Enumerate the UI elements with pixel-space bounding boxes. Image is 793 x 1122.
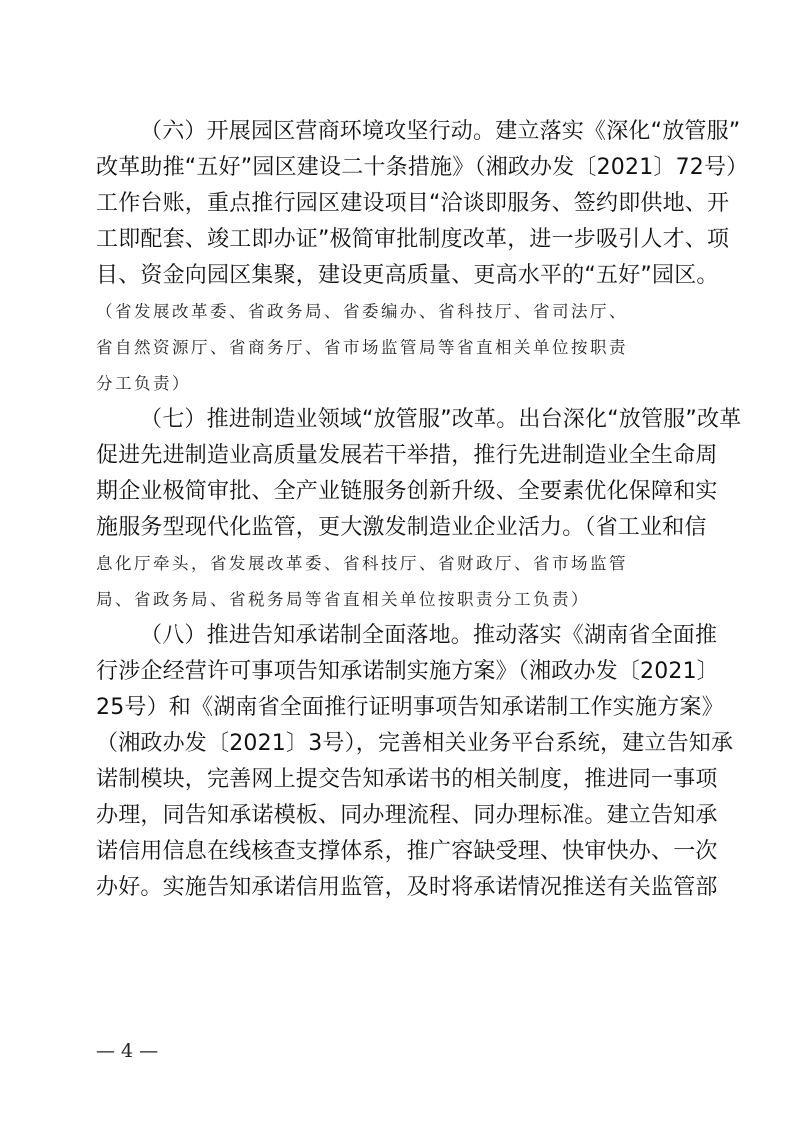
paragraph-park-business-environment <box>96 114 749 402</box>
responsibility-note-line: 息化厅牵头，省发展改革委、省科技厅、省财政厅、省市场监管 <box>96 554 628 573</box>
text-line: （七）推进制造业领域“放管服”改革。出台深化“放管服”改革 <box>140 407 742 432</box>
paragraph-notification-commitment <box>96 618 734 906</box>
text-line: （八）推进告知承诺制全面落地。推动落实《湖南省全面推 <box>140 623 718 648</box>
responsibility-note-line: （省发展改革委、省政务局、省委编办、省科技厅、省司法厅、 <box>96 302 628 321</box>
text-line: 工作台账，重点推行园区建设项目“洽谈即服务、签约即供地、开 <box>96 191 730 216</box>
text-line: 办理，同告知承诺模板、同办理流程、同办理标准。建立告知承 <box>96 803 718 828</box>
paragraph-manufacturing-reform <box>96 402 742 618</box>
text-line: 25号）和《湖南省全面推行证明事项告知承诺制工作实施方案》 <box>96 695 724 720</box>
text-line: （湘政办发〔2021〕3号），完善相关业务平台系统，建立告知承 <box>96 731 734 756</box>
text-line: （六）开展园区营商环境攻坚行动。建立落实《深化“放管服” <box>140 119 741 144</box>
page-number: — 4 — <box>96 1040 159 1062</box>
text-line: 工即配套、竣工即办证”极简审批制度改革，进一步吸引人才、项 <box>96 227 730 252</box>
text-line: 行涉企经营许可事项告知承诺制实施方案》（湘政办发〔2021〕 <box>96 659 719 684</box>
text-line: 期企业极简审批、全产业链服务创新升级、全要素优化保障和实 <box>96 479 718 504</box>
responsibility-note-line: 局、省政务局、省税务局等省直相关单位按职责分工负责） <box>96 590 590 609</box>
text-line: 施服务型现代化监管，更大激发制造业企业活力。（省工业和信 <box>96 515 707 540</box>
document-body <box>96 114 749 906</box>
text-line: 目、资金向园区集聚，建设更高质量、更高水平的“五好”园区。 <box>96 263 719 288</box>
text-line: 诺制模块，完善网上提交告知承诺书的相关制度，推进同一事项 <box>96 767 718 792</box>
text-line: 促进先进制造业高质量发展若干举措，推行先进制造业全生命周 <box>96 443 718 468</box>
responsibility-note-line: 分工负责） <box>96 374 191 393</box>
text-line: 改革助推“五好”园区建设二十条措施》（湘政办发〔2021〕72号） <box>96 155 749 180</box>
text-line: 办好。实施告知承诺信用监管，及时将承诺情况推送有关监管部 <box>96 875 718 900</box>
text-line: 诺信用信息在线核查支撑体系，推广容缺受理、快审快办、一次 <box>96 839 718 864</box>
responsibility-note-line: 省自然资源厅、省商务厅、省市场监管局等省直相关单位按职责 <box>96 338 628 357</box>
